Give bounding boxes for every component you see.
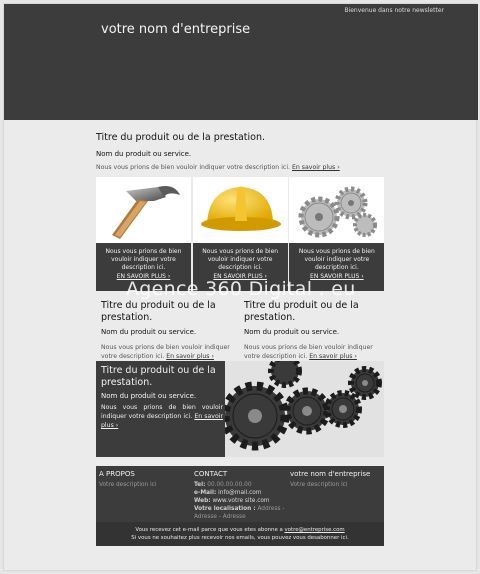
newsletter-label: Bienvenue dans notre newsletter (344, 7, 444, 14)
tile-more-link[interactable]: EN SAVOIR PLUS › (213, 273, 267, 280)
section-description (96, 163, 386, 172)
web-label: Web: (194, 498, 211, 504)
email-label: e-Mail: (194, 490, 217, 496)
footer-company-text: Votre description ici (290, 482, 348, 488)
location-label: Votre localisation : (194, 506, 256, 512)
column-left (101, 300, 231, 361)
notice-text: Si vous ne souhaitez plus recevoir nos emails, vous pouvez vous desabonner (131, 535, 342, 541)
web-value: www.votre site.com (212, 498, 270, 504)
tel-value: 00.00.00.00.00 (207, 482, 252, 488)
subscriber-email-link[interactable]: votre@entreprise.com (284, 527, 345, 533)
feature-block (96, 361, 384, 457)
description-text: Nous vous prions de bien vouloir indiquer votre description ici. (244, 344, 373, 360)
notice-text: Vous recevez cet e-mail parce que vous etes abonne a (135, 527, 283, 533)
footer-company (290, 470, 385, 489)
email-value: info@mail.com (218, 490, 262, 496)
tile-hardhat (193, 177, 288, 291)
product-tiles (96, 177, 384, 291)
intro-section (96, 132, 386, 172)
footer-contact-title: CONTACT (194, 470, 228, 478)
learn-more-link[interactable]: En savoir plus › (101, 413, 224, 429)
tile-more-link[interactable]: EN SAVOIR PLUS › (310, 273, 364, 280)
gears-image (289, 177, 384, 243)
footer-contact (194, 470, 289, 521)
column-right (244, 300, 374, 361)
header-banner (4, 4, 478, 120)
description-text: Nous vous prions de bien vouloir indiquer votre description ici. (101, 404, 223, 420)
footer-contact-details (194, 481, 289, 521)
email-frame (3, 3, 477, 571)
section-title: Titre du produit ou de la prestation. (96, 132, 265, 143)
watermark-text: Agence 360 Digital . eu (126, 278, 356, 300)
tel-label: Tel: (194, 482, 206, 488)
unsubscribe-notice (96, 522, 384, 546)
company-name: votre nom d'entreprise (101, 22, 251, 37)
learn-more-link[interactable]: En savoir plus › (166, 353, 214, 360)
column-subtitle: Nom du produit ou service. (101, 328, 197, 336)
feature-title: Titre du produit ou de la prestation. (101, 365, 216, 388)
tile-text: Nous vous prions de bien vouloir indiquer votre description ici. (202, 248, 279, 271)
column-description (244, 343, 374, 361)
unsubscribe-link[interactable]: ici (341, 535, 347, 541)
learn-more-link[interactable]: En savoir plus › (291, 164, 340, 171)
description-text: Nous vous prions de bien vouloir indiquer votre description ici. (101, 344, 230, 360)
footer-about-title: A PROPOS (99, 470, 135, 478)
feature-subtitle: Nom du produit ou service. (101, 392, 197, 400)
hard-hat-image (193, 177, 288, 243)
footer (96, 466, 384, 546)
notice-end: . (346, 535, 349, 541)
footer-company-title: votre nom d'entreprise (290, 470, 371, 478)
tile-hammer (96, 177, 191, 291)
feature-description (101, 403, 223, 430)
tile-text: Nous vous prions de bien vouloir indiquer votre description ici. (105, 248, 182, 271)
column-title: Titre du produit ou de la prestation. (101, 300, 216, 323)
tile-more-link[interactable]: EN SAVOIR PLUS › (116, 273, 171, 280)
footer-about (99, 470, 194, 489)
tile-text: Nous vous prions de bien vouloir indiquer votre description ici. (298, 248, 375, 271)
footer-about-text: Votre description ici (99, 482, 157, 488)
column-subtitle: Nom du produit ou service. (244, 328, 340, 336)
gears-photo (225, 361, 384, 457)
tile-gears (289, 177, 384, 291)
column-title: Titre du produit ou de la prestation. (244, 300, 359, 323)
description-text: Nous vous prions de bien vouloir indiquer votre description ici. (96, 164, 291, 171)
section-subtitle: Nom du produit ou service. (96, 150, 192, 158)
column-description (101, 343, 231, 361)
hammer-image (96, 177, 191, 243)
learn-more-link[interactable]: En savoir plus › (309, 353, 357, 360)
location-value: Address - Adresse - Adresse (194, 506, 285, 520)
feature-text (101, 365, 223, 430)
